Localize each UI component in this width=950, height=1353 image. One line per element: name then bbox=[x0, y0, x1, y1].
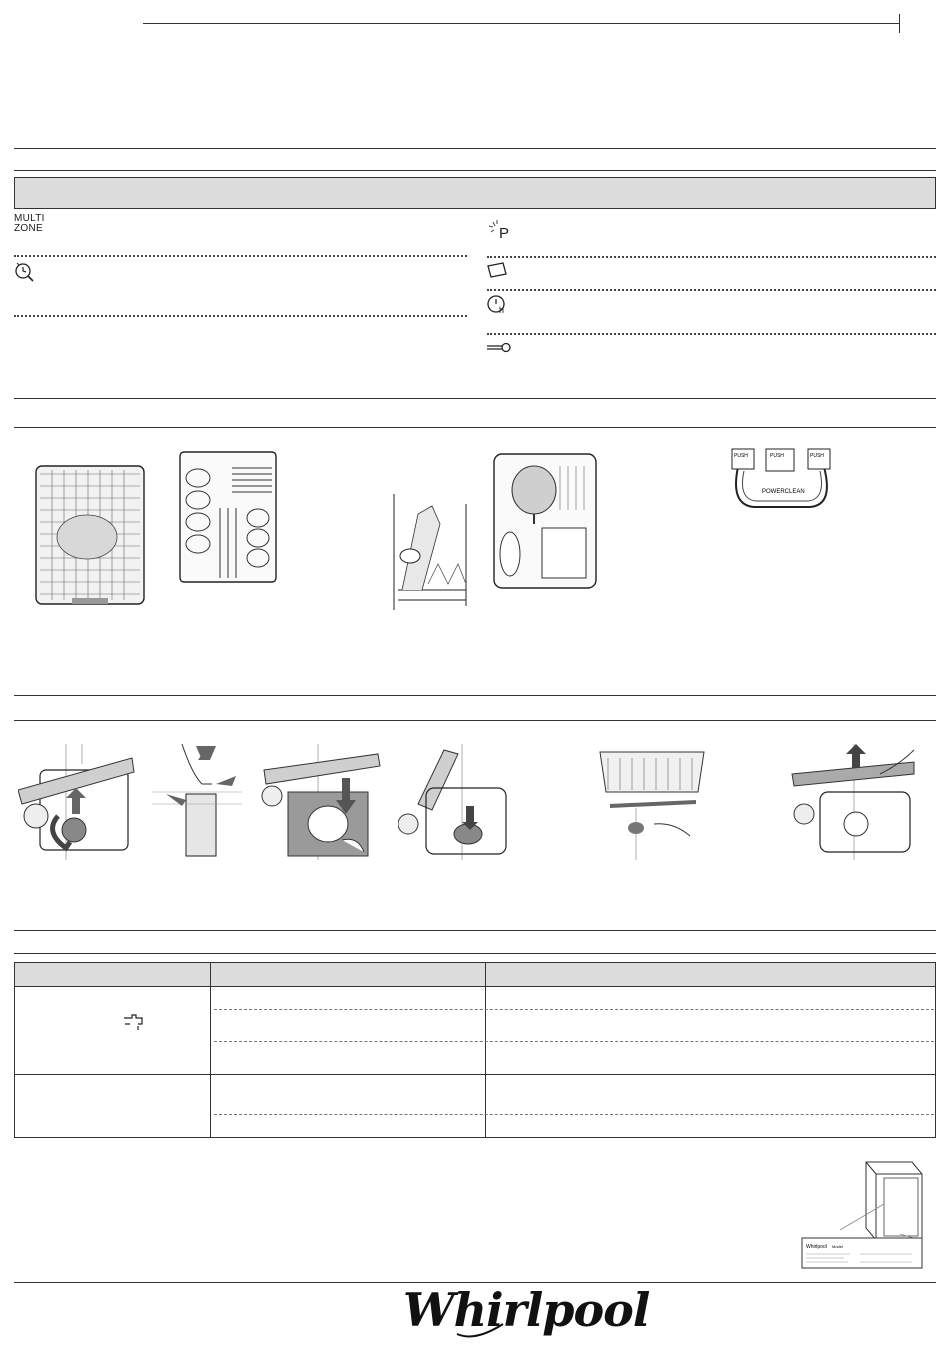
section-rule bbox=[14, 720, 936, 721]
row-divider bbox=[14, 1074, 936, 1075]
powerclean-tab-1: PUSH bbox=[734, 453, 748, 459]
basket-side-illustration bbox=[392, 494, 468, 610]
logo-swoosh bbox=[455, 1322, 505, 1340]
section-rule bbox=[14, 427, 936, 428]
rating-plate-brand: Whirlpool bbox=[806, 1244, 827, 1250]
svg-text:P: P bbox=[499, 225, 510, 242]
filter-removal-step3 bbox=[258, 744, 384, 860]
tablet-icon bbox=[486, 261, 508, 279]
pots-basket-illustration bbox=[490, 450, 600, 592]
upper-spray-arm-illustration bbox=[594, 744, 708, 860]
header-rule-end bbox=[899, 14, 900, 33]
section-banner bbox=[14, 177, 936, 209]
lower-basket-illustration bbox=[176, 448, 280, 588]
row-divider bbox=[14, 255, 467, 257]
section-rule bbox=[14, 170, 936, 171]
powerclean-tab-3: PUSH bbox=[810, 453, 824, 459]
row-divider bbox=[487, 333, 936, 335]
water-tap-icon bbox=[122, 1012, 146, 1032]
clock-search-icon bbox=[14, 262, 36, 282]
delay-clock-icon bbox=[486, 294, 510, 316]
rating-plate-model: Model bbox=[832, 1244, 843, 1249]
lower-spray-arm-illustration bbox=[790, 744, 916, 860]
section-rule bbox=[14, 398, 936, 399]
rating-plate-illustration bbox=[800, 1158, 926, 1270]
powerclean-tab-2: PUSH bbox=[770, 453, 784, 459]
header-rule bbox=[143, 23, 900, 24]
row-divider bbox=[14, 315, 467, 317]
key-lock-icon bbox=[486, 340, 512, 354]
section-rule bbox=[14, 148, 936, 149]
row-divider bbox=[487, 256, 936, 258]
section-rule bbox=[14, 695, 936, 696]
svg-text:h: h bbox=[499, 305, 505, 315]
filter-removal-step1 bbox=[18, 744, 138, 860]
cell-divider bbox=[214, 1114, 934, 1115]
multizone-line2: ZONE bbox=[14, 223, 43, 234]
filter-removal-step4 bbox=[398, 744, 510, 860]
column-divider bbox=[210, 963, 211, 1137]
powerclean-label: POWERCLEAN bbox=[762, 489, 805, 495]
troubleshooting-table bbox=[14, 962, 936, 1138]
whirlpool-logo: Whirlpool bbox=[403, 1283, 650, 1337]
cell-divider bbox=[214, 1041, 934, 1042]
cell-divider bbox=[214, 1009, 934, 1010]
table-header bbox=[15, 963, 935, 987]
row-divider bbox=[487, 289, 936, 291]
section-rule bbox=[14, 953, 936, 954]
multizone-icon bbox=[14, 214, 45, 234]
multizone-line1: MULTI bbox=[14, 213, 45, 224]
column-divider bbox=[485, 963, 486, 1137]
sparkle-p-icon bbox=[487, 218, 513, 242]
filter-removal-step2 bbox=[152, 744, 242, 860]
powerclean-illustration bbox=[724, 445, 838, 515]
cutlery-tray-illustration bbox=[32, 462, 150, 608]
section-rule bbox=[14, 930, 936, 931]
